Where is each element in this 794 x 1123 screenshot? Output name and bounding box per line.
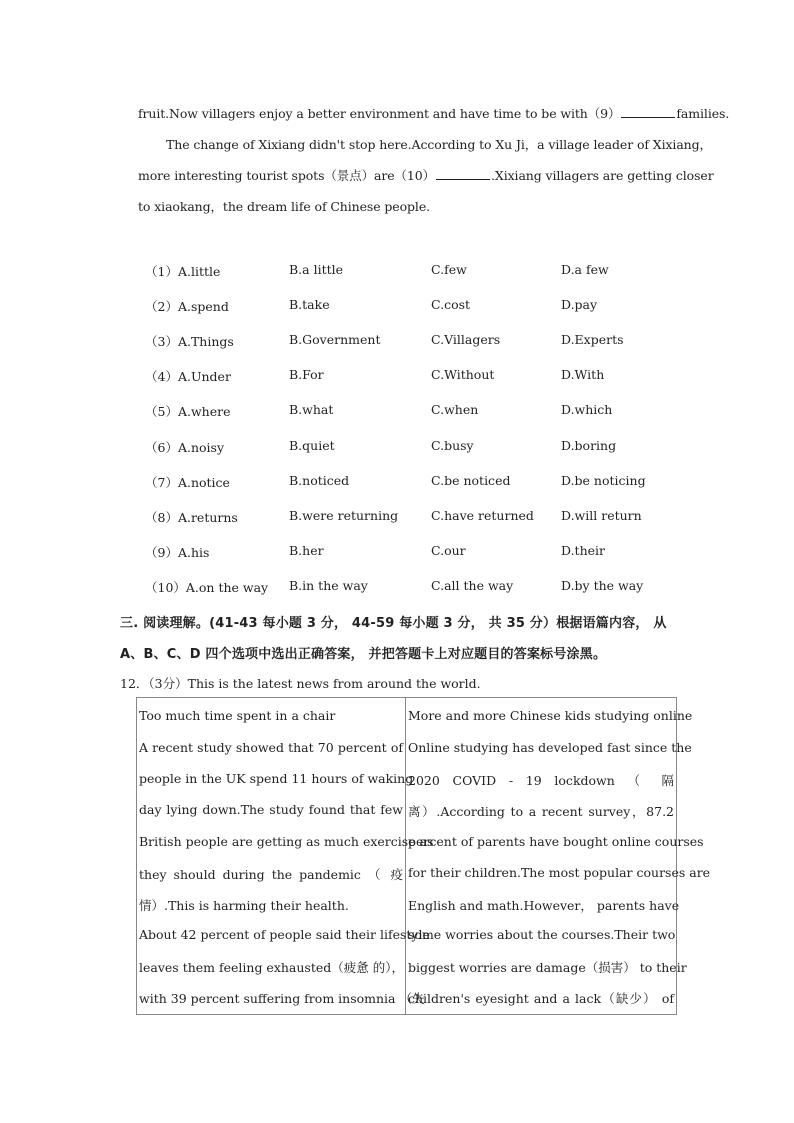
option-d: D.pay xyxy=(561,297,598,312)
option-b: B.in the way xyxy=(289,578,368,593)
news-right-column xyxy=(406,698,711,1015)
option-c: C.few xyxy=(431,262,467,277)
option-c: C.have returned xyxy=(431,508,534,523)
option-b: B.take xyxy=(289,297,330,312)
passage-text: fruit.Now villagers enjoy a better environment and have time to be with（9） xyxy=(138,106,621,121)
section-heading-line-1: 三. 阅读理解。(41-43 每小题 3 分， 44-59 每小题 3 分， 共 35 分）根据语篇内容， 从 xyxy=(120,616,667,631)
option-d: D.their xyxy=(561,543,605,558)
news-left-line: day lying down.The study found that few xyxy=(139,802,403,817)
news-left-line: with 39 percent suffering from insomnia （失 xyxy=(139,991,425,1006)
option-row xyxy=(145,332,665,350)
answer-blank-9 xyxy=(621,107,675,118)
news-left-line: 情）.This is harming their health. xyxy=(139,898,349,913)
option-row xyxy=(145,402,665,420)
option-num: （6）A.noisy xyxy=(145,440,225,455)
news-left-line: About 42 percent of people said their lifestyle xyxy=(139,927,430,942)
option-b: B.quiet xyxy=(289,438,335,453)
option-num: （4）A.Under xyxy=(145,369,231,384)
option-row xyxy=(145,297,665,315)
passage-line-2: The change of Xixiang didn't stop here.According to Xu Ji，a village leader of Xixiang， xyxy=(166,137,712,152)
option-c: C.be noticed xyxy=(431,473,511,488)
option-d: D.boring xyxy=(561,438,617,453)
news-left-line: leaves them feeling exhausted（疲惫 的）， xyxy=(139,960,404,975)
news-left-title: Too much time spent in a chair xyxy=(139,708,336,723)
option-d: D.With xyxy=(561,367,605,382)
option-d: D.which xyxy=(561,402,613,417)
passage-text: families. xyxy=(676,106,730,121)
option-row xyxy=(145,578,665,596)
option-c: C.all the way xyxy=(431,578,514,593)
passage-text: .Xixiang villagers are getting closer xyxy=(491,168,714,183)
option-row xyxy=(145,367,665,385)
option-c: C.Villagers xyxy=(431,332,501,347)
option-d: D.a few xyxy=(561,262,609,277)
news-left-line: British people are getting as much exercise as xyxy=(139,834,434,849)
option-b: B.Government xyxy=(289,332,381,347)
passage-text: more interesting tourist spots（景点）are（10） xyxy=(138,168,436,183)
news-right-line: English and math.However， parents have xyxy=(408,898,680,913)
option-d: D.Experts xyxy=(561,332,624,347)
news-right-line: biggest worries are damage（损害） to their xyxy=(408,960,687,975)
option-c: C.when xyxy=(431,402,479,417)
news-table xyxy=(136,697,711,1015)
passage-line-4: to xiaokang，the dream life of Chinese people. xyxy=(138,199,430,214)
option-b: B.For xyxy=(289,367,324,382)
news-right-line: children's eyesight and a lack（缺少） of xyxy=(408,991,674,1006)
option-num: （1）A.little xyxy=(145,264,221,279)
news-right-line: 2020 COVID - 19 lockdown （ 隔 xyxy=(408,773,674,788)
news-left-column xyxy=(137,698,434,1015)
option-b: B.were returning xyxy=(289,508,399,523)
news-right-line: Online studying has developed fast since the xyxy=(408,740,692,755)
option-d: D.will return xyxy=(561,508,642,523)
news-left-line: people in the UK spend 11 hours of waking xyxy=(139,771,414,786)
news-left-line: A recent study showed that 70 percent of xyxy=(139,740,403,755)
news-right-line: for their children.The most popular courses are xyxy=(408,865,711,880)
option-b: B.a little xyxy=(289,262,344,277)
option-num: （7）A.notice xyxy=(145,475,230,490)
option-num: （5）A.where xyxy=(145,404,231,419)
news-right-line: some worries about the courses.Their two xyxy=(408,927,676,942)
news-left-line: they should during the pandemic （ 疫 xyxy=(139,867,403,882)
option-d: D.by the way xyxy=(561,578,644,593)
option-b: B.noticed xyxy=(289,473,350,488)
option-c: C.our xyxy=(431,543,466,558)
option-num: （3）A.Things xyxy=(145,334,234,349)
option-d: D.be noticing xyxy=(561,473,646,488)
answer-blank-10 xyxy=(436,169,490,180)
passage-line-1 xyxy=(138,104,729,122)
news-right-title: More and more Chinese kids studying online xyxy=(408,708,693,723)
passage-line-3 xyxy=(138,166,714,184)
question-12-heading: 12．（3分）This is the latest news from around the world. xyxy=(120,676,481,691)
option-c: C.busy xyxy=(431,438,474,453)
option-b: B.what xyxy=(289,402,334,417)
option-c: C.Without xyxy=(431,367,495,382)
option-num: （2）A.spend xyxy=(145,299,229,314)
option-b: B.her xyxy=(289,543,324,558)
section-heading-line-2: A、B、C、D 四个选项中选出正确答案， 并把答题卡上对应题目的答案标号涂黑。 xyxy=(120,647,607,662)
option-num: （9）A.his xyxy=(145,545,210,560)
option-num: （10）A.on the way xyxy=(145,580,269,595)
option-row xyxy=(145,508,665,526)
option-row xyxy=(145,473,665,491)
option-row xyxy=(145,438,665,456)
option-row xyxy=(145,262,665,280)
option-c: C.cost xyxy=(431,297,471,312)
option-row xyxy=(145,543,665,561)
news-right-line: percent of parents have bought online courses xyxy=(408,834,704,849)
news-right-line: 离）.According to a recent survey，87.2 xyxy=(408,804,674,819)
option-num: （8）A.returns xyxy=(145,510,238,525)
